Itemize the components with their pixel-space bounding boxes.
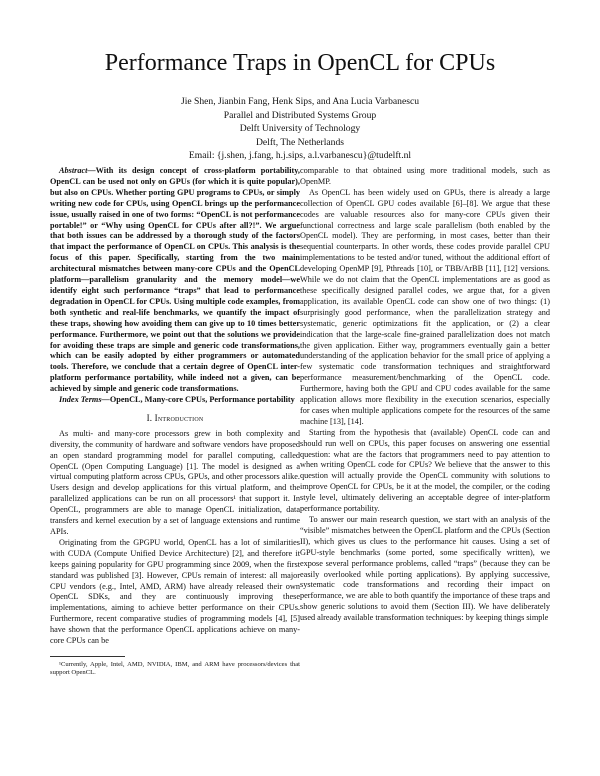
index-terms-label: Index Terms— xyxy=(59,395,110,405)
right-paragraph-1: As OpenCL has been widely used on GPUs, there is already a large collection of OpenCL GPU codes available [6]–[8]. We argue that these codes are valuable resources also for many-core CPUs given their functional correctness and large scale parallelism (both enabled by the OpenCL model). They are performing, in most cases, better than their sequential counterparts. In other words, these codes provide parallel CPU implementations to be tested and/or tuned, without the additional effort of developing OpenMP [9], Pthreads [10], or TBB/ArBB [11], [12] versions. While we do not claim that the OpenCL implementations are as good as these specifically designed parallel codes, we argue that, for a given application, its available OpenCL code can show one of two things: (1) surprisingly good performance, when the parallelization strategy and systematic, generic optimizations fit the application, or (2) a clear indication that the large-scale fine-grained parallelization does not match the given application. Either way, programmers eventually gain a better understanding of the application behavior for the small price of applying a few systematic code transformation techniques and straightforward performance measurement/benchmarking of the OpenCL code. Furthermore, having both the GPU and CPU codes available for the same application allows more flexibility in the execution scenarios, especially for cases when multiple applications compete for the resources of the same machine [13], [14]. xyxy=(300,187,550,426)
abstract-text: With its design concept of cross-platform portability, OpenCL can be used not only on GPUs (for which it is quite popular), but also on CPUs. Whether porting GPU programs to CPUs, or simply writing new code for CPUs, using OpenCL brings up the performance issue, usually raised in one of two forms: “OpenCL is not performance portable!” or “Why using OpenCL for CPUs after all?!”. We argue that both issues can be addressed by a thorough study of the factors that impact the performance of OpenCL on CPUs. This analysis is the focus of this paper. Specifically, starting from the two main architectural mismatches between many-core CPUs and the OpenCL platform—parallelism granularity and the memory model—we identify eight such performance “traps” that lead to performance degradation in OpenCL for CPUs. Using multiple code examples, from both synthetic and real-life benchmarks, we quantify the impact of these traps, showing how avoiding them can give up to 10 times better performance. Furthermore, we point out that the solutions we provide for avoiding these traps are simple and generic code transformations, which can be easily adopted by either programmers or automated tools. Therefore, we conclude that a certain degree of OpenCL inter-platform performance portability, while indeed not a given, can be achieved by simple and generic code transformations. xyxy=(50,166,300,394)
author-names: Jie Shen, Jianbin Fang, Henk Sips, and Ana Lucia Varbanescu xyxy=(180,96,420,107)
abstract xyxy=(50,166,300,395)
footnote: ¹Currently, Apple, Intel, AMD, NVIDIA, IBM, and ARM have processors/devices that support OpenCL. xyxy=(50,660,300,677)
intro-paragraph-1: As multi- and many-core processors grew in both complexity and diversity, the community of hardware and software vendors have proposed an open standard programming model for parallel computing, called OpenCL (Open Computing Language) [1]. The model is designed as a virtual computing platform across CPUs, GPUs, and other processors alike. Users design and develop applications for this virtual platform, and the parallelized applications can be run on all processors¹ that support it. In OpenCL, programmers are able to manage OpenCL initialization, data transfers and kernel execution by a set of language extensions and runtime APIs. xyxy=(50,428,300,536)
paper-title: Performance Traps in OpenCL for CPUs xyxy=(104,50,496,76)
abstract-label: Abstract— xyxy=(59,166,96,175)
author-group: Parallel and Distributed Systems Group xyxy=(223,109,377,121)
intro-paragraph-2: Originating from the GPGPU world, OpenCL has a lot of similarities with CUDA (Compute Unified Device Architecture) [2], and therefore it keeps gaining popularity for GPU programming since 2009, when the first standard was published [3]. However, CPUs remain of interest: all major CPU vendors (e.g., Intel, AMD, ARM) have already released their own OpenCL SDKs, and they are continuously improving these implementations, aiming to achieve better performance on their CPUs. Furthermore, recent comparative studies of programming models [4], [5] have shown that the performance OpenCL applications achieve on many-core CPUs can be xyxy=(50,537,300,646)
section-heading-introduction: I. Introduction xyxy=(146,412,204,423)
author-location: Delft, The Netherlands xyxy=(255,136,344,148)
footnote-divider xyxy=(50,656,125,657)
right-paragraph-2: Starting from the hypothesis that (available) OpenCL code can and should run well on CPUs, this paper focuses on answering one essential question: what are the factors that programmers need to pay attention to when writing OpenCL code for CPUs? We believe that the answer to this question will actually provide the OpenCL community with solutions to improve OpenCL for CPUs, be it at the model, the compiler, or the coding style level, ultimately delivering an acceptable degree of inter-platform performance portability. xyxy=(300,427,550,514)
right-paragraph-0: comparable to that obtained using more traditional models, such as OpenMP. xyxy=(300,166,550,186)
index-terms xyxy=(50,395,300,406)
author-block xyxy=(0,95,600,163)
left-column xyxy=(50,166,300,678)
author-university: Delft University of Technology xyxy=(239,123,361,134)
index-terms-text: OpenCL, Many-core CPUs, Performance portability xyxy=(109,395,295,405)
right-column xyxy=(300,166,550,624)
author-email: Email: {j.shen, j.fang, h.j.sips, a.l.varbanescu}@tudelft.nl xyxy=(188,150,412,161)
right-paragraph-3: To answer our main research question, we start with an analysis of the “visible” mismatches between the OpenCL platform and the CPUs (Section II), which gives us clues to the performance hit causes. Using a set of GPU-style benchmarks (some ported, some specifically written), we expose several performance problems, called “traps” (because they can be easily overlooked while porting applications). By applying successive, systematic code transformations and recording their impact on performance, we are able to both quantify the importance of these traps and show generic solutions to avoid them (Section III). We have deliberately used already available transformation techniques: by keeping things simple xyxy=(300,515,550,623)
